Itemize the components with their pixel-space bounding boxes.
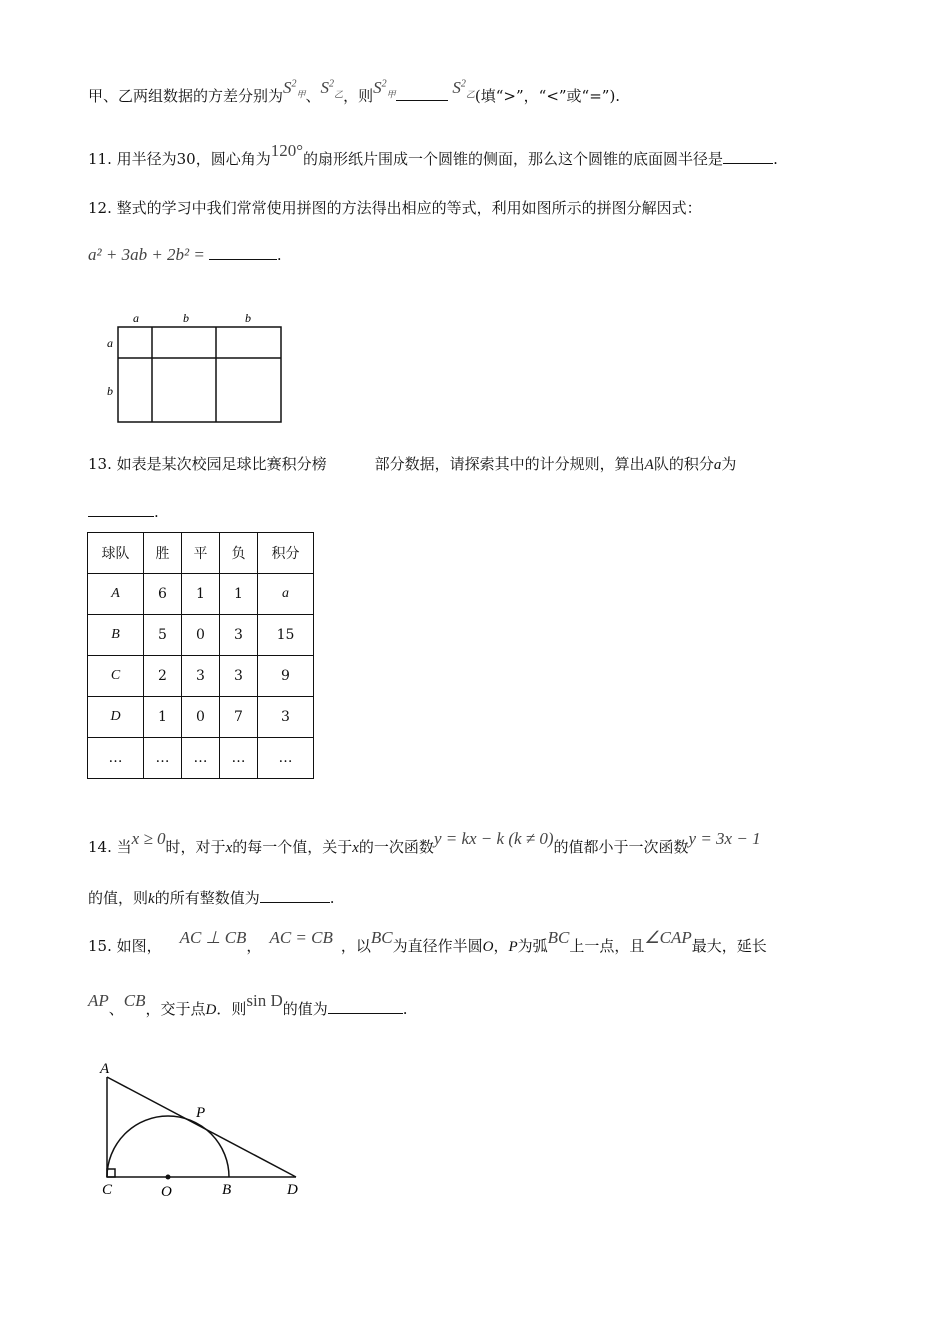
math: x ≥ 0 bbox=[131, 829, 166, 848]
question-13 bbox=[88, 453, 736, 474]
math: y = 3x − 1 bbox=[688, 829, 761, 848]
math: CB bbox=[123, 991, 146, 1010]
text: 上一点，且 bbox=[569, 937, 645, 955]
cell: C bbox=[88, 656, 144, 697]
header-cell: 平 bbox=[182, 533, 220, 574]
text: 最大，延长 bbox=[691, 937, 767, 955]
cell: 15 bbox=[258, 615, 314, 656]
cell: 3 bbox=[182, 656, 220, 697]
text: ．则 bbox=[216, 1000, 247, 1018]
math: a² + 3ab + 2b² = bbox=[88, 245, 205, 264]
question-13-blank bbox=[88, 503, 159, 521]
label-P: P bbox=[196, 1105, 206, 1121]
text: 如表是某次校园足球比赛积分榜 bbox=[116, 455, 327, 473]
cell: D bbox=[88, 697, 144, 738]
math: $S^2_乙$ bbox=[452, 78, 475, 100]
table-row bbox=[88, 656, 314, 697]
text: 的值为 bbox=[282, 1000, 328, 1018]
text: 当 bbox=[116, 838, 132, 856]
text: 整式的学习中我们常常使用拼图的方法得出相应的等式，利用如图所示的拼图分解因式： bbox=[116, 199, 702, 217]
math: ∠CAP bbox=[644, 928, 692, 947]
text: . bbox=[773, 150, 778, 168]
cell: 7 bbox=[220, 697, 258, 738]
question-14 bbox=[88, 829, 761, 857]
math: AP bbox=[88, 991, 109, 1010]
label-C: C bbox=[102, 1182, 113, 1198]
header-cell: 负 bbox=[220, 533, 258, 574]
geometry-figure bbox=[107, 1077, 296, 1177]
table-row bbox=[88, 615, 314, 656]
question-14-line2: 的值，则k的所有整数值为 . bbox=[88, 889, 335, 907]
math: a bbox=[713, 457, 722, 473]
cell: 1 bbox=[144, 697, 182, 738]
table-row bbox=[88, 697, 314, 738]
cell: 3 bbox=[258, 697, 314, 738]
tiling-figure bbox=[118, 327, 281, 422]
text: 的一次函数 bbox=[358, 838, 434, 856]
question-15-line2: AP、CB，交于点D．则sin D的值为 . bbox=[88, 991, 408, 1018]
table-row bbox=[88, 738, 314, 779]
math: AC = CB bbox=[269, 928, 333, 947]
text: ，则 bbox=[343, 87, 374, 105]
text: 队的积分 bbox=[653, 455, 714, 473]
header-cell: 球队 bbox=[88, 533, 144, 574]
math: $S^2_乙$ bbox=[320, 78, 344, 100]
header-cell: 胜 bbox=[144, 533, 182, 574]
question-number: 15. bbox=[88, 937, 112, 955]
cell: a bbox=[258, 574, 314, 615]
label-A: A bbox=[100, 1061, 110, 1077]
score-table bbox=[87, 532, 314, 779]
cell: 1 bbox=[182, 574, 220, 615]
cell: 2 bbox=[144, 656, 182, 697]
question-15: 15. 如图， AC ⊥ CB， AC = CB ，以BC为直径作半圆O，P为弧BC上一点，且∠CAP最大，延长 bbox=[88, 928, 767, 955]
math: x bbox=[225, 840, 233, 856]
label-b-side: b bbox=[107, 384, 113, 398]
text: 为弧 bbox=[517, 937, 548, 955]
math: 120° bbox=[270, 141, 304, 160]
cell: 3 bbox=[220, 656, 258, 697]
math: $S^2_甲$ bbox=[283, 78, 306, 100]
cell: … bbox=[258, 738, 314, 779]
point-o bbox=[166, 1175, 171, 1180]
question-number: 12. bbox=[88, 199, 112, 217]
text: (填“>”，“<”或“=”). bbox=[474, 87, 621, 105]
label-O: O bbox=[161, 1184, 172, 1200]
math: k bbox=[148, 891, 155, 907]
text: 如图， bbox=[116, 937, 162, 955]
cell: B bbox=[88, 615, 144, 656]
text: 、 bbox=[305, 87, 321, 105]
question-number: 14. bbox=[88, 838, 112, 856]
cell: … bbox=[88, 738, 144, 779]
text: . bbox=[154, 503, 159, 521]
table-row bbox=[88, 574, 314, 615]
text: 甲、乙两组数据的方差分别为 bbox=[88, 87, 284, 105]
cell: 3 bbox=[220, 615, 258, 656]
label-B: B bbox=[222, 1182, 232, 1198]
question-number: 13. bbox=[88, 455, 112, 473]
label-b-top: b bbox=[245, 311, 251, 325]
answer-blank[interactable] bbox=[260, 890, 330, 903]
header-cell: 积分 bbox=[258, 533, 314, 574]
text: 为直径作半圆 bbox=[392, 937, 483, 955]
table-header-row bbox=[88, 533, 314, 574]
text: 部分数据，请探索其中的计分规则，算出 bbox=[374, 455, 645, 473]
answer-blank[interactable] bbox=[88, 504, 154, 517]
math: y = kx − k (k ≠ 0) bbox=[433, 829, 554, 848]
cell: 0 bbox=[182, 615, 220, 656]
text: 的扇形纸片围成一个圆锥的侧面，那么这个圆锥的底面圆半径是 bbox=[303, 150, 724, 168]
text: 用半径为30，圆心角为 bbox=[116, 150, 271, 168]
text: 的每一个值，关于 bbox=[232, 838, 353, 856]
math: $S^2_甲$ bbox=[373, 78, 396, 100]
cell: 9 bbox=[258, 656, 314, 697]
cell: … bbox=[220, 738, 258, 779]
text: 时，对于 bbox=[165, 838, 226, 856]
text: 的值，则 bbox=[88, 889, 149, 907]
cell: 1 bbox=[220, 574, 258, 615]
label-a-top: a bbox=[133, 311, 139, 325]
cell: … bbox=[182, 738, 220, 779]
label-a-side: a bbox=[107, 336, 113, 350]
question-number: 11. bbox=[88, 150, 112, 168]
cell: … bbox=[144, 738, 182, 779]
text: 的所有整数值为 bbox=[154, 889, 260, 907]
label-D: D bbox=[287, 1182, 298, 1198]
math: BC bbox=[370, 928, 393, 947]
text: 为 bbox=[721, 455, 737, 473]
math: A bbox=[644, 457, 654, 473]
cell: 5 bbox=[144, 615, 182, 656]
math: AC ⊥ CB bbox=[179, 928, 247, 947]
math: BC bbox=[547, 928, 570, 947]
answer-blank[interactable] bbox=[328, 1001, 403, 1014]
math: x bbox=[352, 840, 359, 856]
math: sin D bbox=[246, 991, 283, 1010]
cell: 0 bbox=[182, 697, 220, 738]
text: . bbox=[276, 246, 282, 264]
text: ，交于点 bbox=[145, 1000, 206, 1018]
cell: A bbox=[88, 574, 144, 615]
text: ，以 bbox=[340, 937, 371, 955]
label-b-top: b bbox=[183, 311, 189, 325]
text: 的值都小于一次函数 bbox=[553, 838, 689, 856]
cell: 6 bbox=[144, 574, 182, 615]
